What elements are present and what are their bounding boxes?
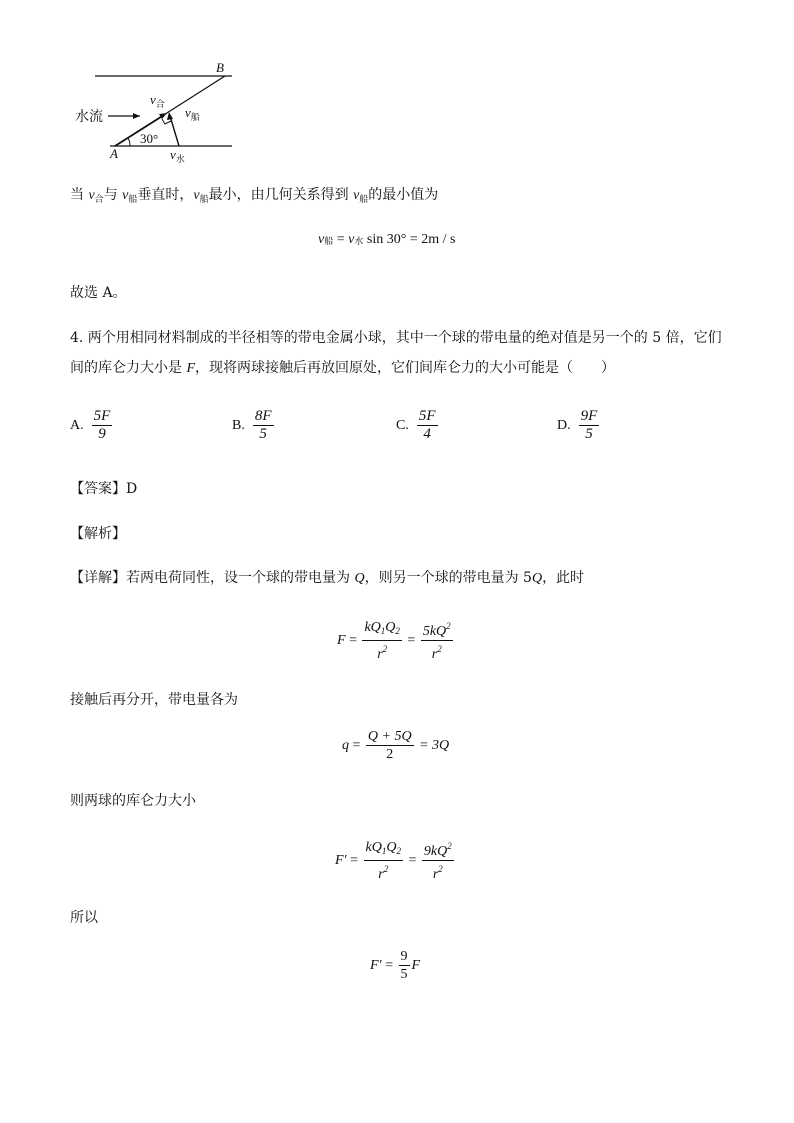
paragraph-after-contact: 接触后再分开，带电量各为: [70, 692, 238, 708]
option-d-letter: D.: [557, 417, 571, 433]
option-b[interactable]: [232, 408, 276, 443]
answer-value: D: [126, 481, 138, 497]
label-angle: 30°: [140, 131, 159, 146]
paragraph-therefore: 所以: [70, 910, 98, 926]
question-4-line2: 间的库仑力大小是 F，现将两球接触后再放回原处，它们间库仑力的大小可能是（ ）: [70, 360, 616, 376]
paragraph-choose-a: 故选 A。: [70, 285, 127, 301]
equation-q: q = $\frac{Q + 5Q}{2}$ = 3Q: [342, 729, 450, 762]
label-v-chuan: $v_船$: [185, 105, 200, 123]
answer-tag: 【答案】: [70, 481, 126, 497]
label-v-he: $v_合$: [150, 92, 165, 110]
label-a: A: [110, 146, 118, 161]
angle-arc: [128, 138, 130, 146]
option-c-fraction: $\frac{5F}{4}$: [418, 408, 436, 442]
paragraph-force-magnitude: 则两球的库仑力大小: [70, 793, 196, 809]
paragraph-min-velocity: 当 $v_合$与 $v_船$垂直时，$v_船$最小，由几何关系得到 $v_船$的最小值为: [70, 187, 439, 205]
option-c[interactable]: [396, 408, 440, 443]
right-angle-mark: [162, 119, 171, 124]
v-chuan-arrow: [170, 116, 179, 146]
river-diagram: [70, 58, 245, 168]
detail-tag: 【详解】: [70, 570, 126, 586]
equation-f-prime: F′ = $\frac{kQ_1Q_2}{r^2}$ = $\frac{9kQ^2}{r^2}$: [335, 839, 452, 882]
question-4-line1: 4. 两个用相同材料制成的半径相等的带电金属小球，其中一个球的带电量的绝对值是另一个的 5 倍，它们: [70, 330, 722, 346]
option-a-letter: A.: [70, 417, 84, 433]
equation-f: F = $\frac{kQ_1Q_2}{r^2}$ = $\frac{5kQ^2}{r^2}$: [337, 619, 451, 662]
label-current: 水流: [75, 109, 103, 125]
option-c-letter: C.: [396, 417, 409, 433]
label-b: B: [216, 60, 224, 75]
option-d-fraction: $\frac{9F}{5}$: [580, 408, 598, 442]
current-arrowhead: [133, 113, 140, 119]
v-chuan-arrowhead: [167, 112, 173, 120]
option-a-fraction: $\frac{5F}{9}$: [93, 408, 111, 442]
option-b-fraction: $\frac{8F}{5}$: [254, 408, 272, 442]
equation-v-min: v 船 = v 水 sin 30° = 2m / s: [318, 232, 456, 247]
option-a[interactable]: [70, 408, 114, 443]
equation-result: F′ = $\frac{9}{5}$ F: [370, 949, 421, 982]
label-v-shui: $v_水$: [170, 147, 185, 165]
option-b-letter: B.: [232, 417, 245, 433]
detail-line: 【详解】若两电荷同性，设一个球的带电量为 Q，则另一个球的带电量为 5Q，此时: [70, 570, 585, 586]
answer-line: [70, 479, 137, 499]
analysis-tag: 【解析】: [70, 526, 126, 542]
option-d[interactable]: [557, 408, 601, 443]
